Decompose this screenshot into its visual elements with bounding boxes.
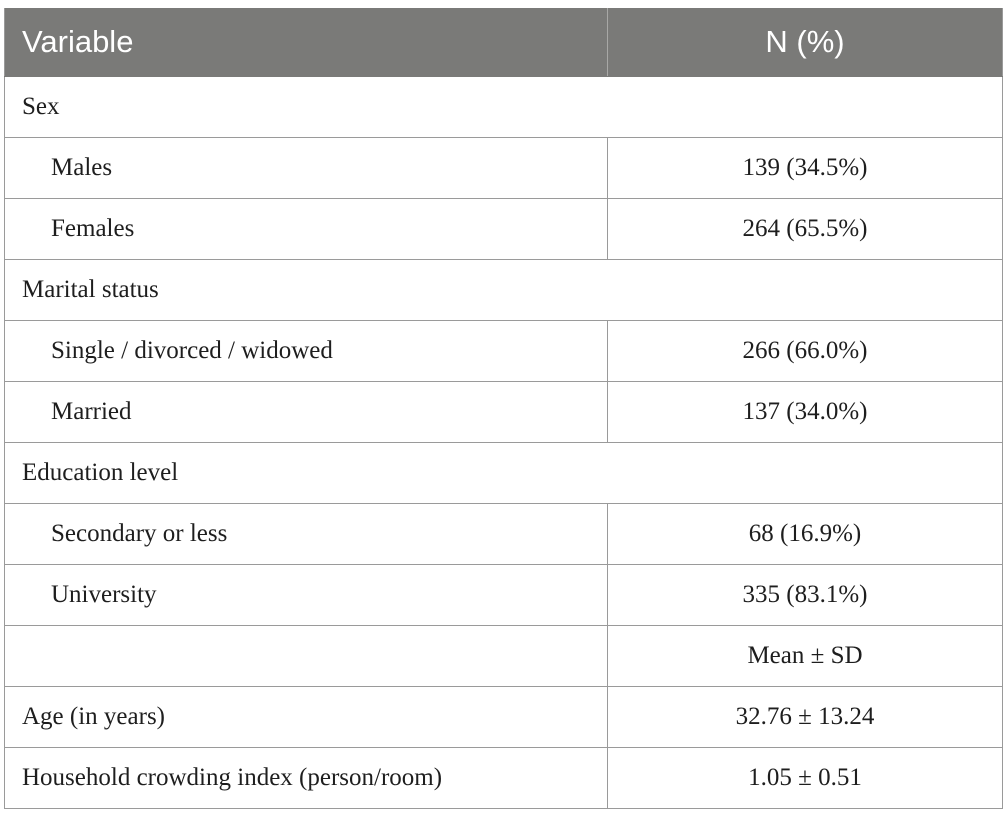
- row-label: Education level: [5, 443, 1003, 504]
- row-value: 32.76 ± 13.24: [608, 687, 1003, 748]
- row-label: Household crowding index (person/room): [5, 748, 608, 809]
- row-label: Females: [5, 199, 608, 260]
- table-row: [5, 199, 1003, 260]
- row-value: 137 (34.0%): [608, 382, 1003, 443]
- table-row-group-sex: [5, 77, 1003, 138]
- table-row-subheader: [5, 626, 1003, 687]
- row-label: Secondary or less: [5, 504, 608, 565]
- table-row: [5, 321, 1003, 382]
- row-label: Age (in years): [5, 687, 608, 748]
- row-label: University: [5, 565, 608, 626]
- column-header-n-percent: N (%): [608, 8, 1003, 77]
- row-label: Marital status: [5, 260, 1003, 321]
- row-label: [5, 626, 608, 687]
- table-row: [5, 382, 1003, 443]
- row-value: 335 (83.1%): [608, 565, 1003, 626]
- row-label: Married: [5, 382, 608, 443]
- table-row: [5, 687, 1003, 748]
- table-row-group-education-level: [5, 443, 1003, 504]
- table-row: [5, 748, 1003, 809]
- row-label: Males: [5, 138, 608, 199]
- row-value-mean-sd-header: Mean ± SD: [608, 626, 1003, 687]
- column-header-variable: Variable: [5, 8, 608, 77]
- row-value: 68 (16.9%): [608, 504, 1003, 565]
- demographics-table: [4, 8, 1003, 809]
- table-row-group-marital-status: [5, 260, 1003, 321]
- table-header-row: [5, 8, 1003, 77]
- table-row: [5, 138, 1003, 199]
- row-label: Single / divorced / widowed: [5, 321, 608, 382]
- table-row: [5, 565, 1003, 626]
- table-row: [5, 504, 1003, 565]
- row-value: 1.05 ± 0.51: [608, 748, 1003, 809]
- row-value: 264 (65.5%): [608, 199, 1003, 260]
- row-value: 266 (66.0%): [608, 321, 1003, 382]
- row-label: Sex: [5, 77, 1003, 138]
- row-value: 139 (34.5%): [608, 138, 1003, 199]
